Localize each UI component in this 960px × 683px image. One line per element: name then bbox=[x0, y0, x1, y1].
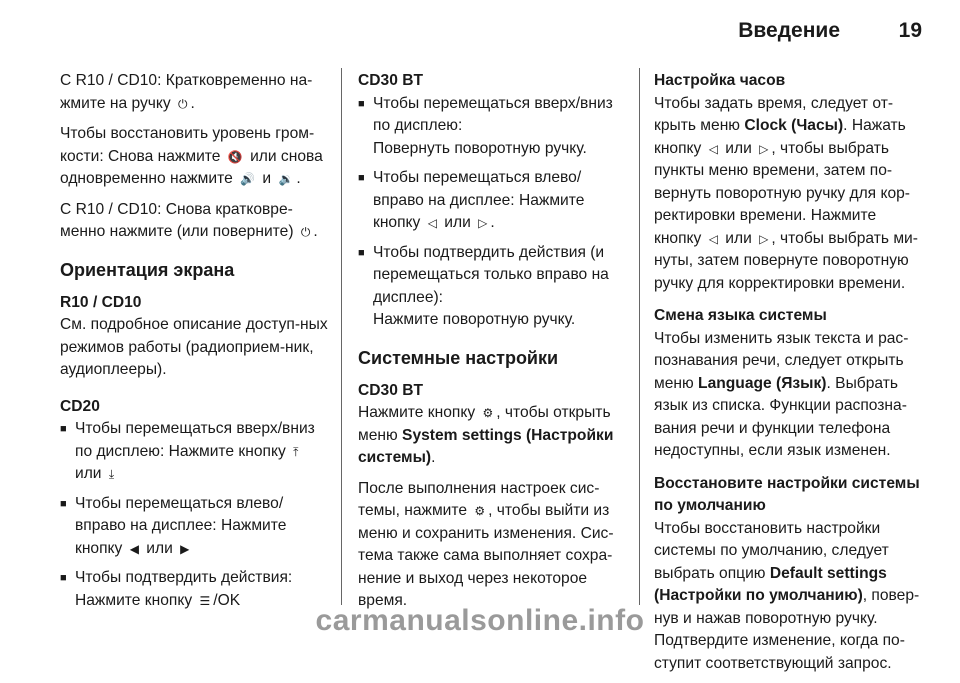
down-button-icon: ⤓ bbox=[108, 467, 115, 481]
text: или bbox=[75, 465, 102, 482]
paragraph bbox=[358, 478, 626, 613]
text: С R10 / CD10: Кратковременно на-жмите на ручку bbox=[60, 72, 313, 112]
column-divider bbox=[341, 68, 342, 605]
paragraph bbox=[358, 402, 626, 470]
text: Чтобы восстановить настройки системы по умолчанию, следует выбрать опцию bbox=[654, 519, 889, 582]
text: . Нажать кнопку bbox=[654, 117, 906, 157]
right-arrow-outline-icon: ▷ bbox=[759, 141, 769, 156]
text: Чтобы восстановить уровень гром-кости: Снова нажмите bbox=[60, 125, 315, 165]
text: Чтобы задать время, следует от-крыть меню bbox=[654, 94, 894, 134]
text: или bbox=[725, 139, 752, 157]
text: Чтобы подтвердить действия (и перемещаться только вправо на дисплее): bbox=[373, 243, 609, 306]
text: или снова одновременно нажмите bbox=[60, 147, 323, 187]
text: или bbox=[444, 214, 471, 231]
right-arrow-outline-icon: ▷ bbox=[759, 231, 769, 246]
menu-name: Language (Язык) bbox=[698, 374, 827, 392]
paragraph bbox=[654, 328, 922, 463]
list-item bbox=[60, 493, 328, 561]
text: , чтобы выбрать ми-нуты, затем повернуте поворотную ручку для корректировки времени. bbox=[654, 229, 918, 292]
list-item bbox=[60, 418, 328, 486]
paragraph: См. подробное описание доступ-ных режимов работы (радиоприем-ник, аудиоплееры). bbox=[60, 316, 328, 378]
left-arrow-icon: ◀ bbox=[129, 541, 139, 556]
text: После выполнения настроек сис-темы, нажмите bbox=[358, 479, 600, 519]
right-arrow-outline-icon: ▷ bbox=[478, 216, 488, 230]
subsection-heading: CD20 bbox=[60, 397, 100, 415]
menu-name: System settings (Настройки системы) bbox=[358, 426, 614, 466]
paragraph bbox=[654, 518, 922, 676]
text: или bbox=[725, 229, 752, 247]
list-item bbox=[358, 93, 626, 161]
left-arrow-outline-icon: ◁ bbox=[708, 141, 718, 156]
mute-icon: 🔇 bbox=[227, 149, 243, 164]
text: , чтобы выбрать пункты меню времени, затем по-вернуть поворотную ручку для кор-ректировки времени. Нажмите кнопку bbox=[654, 139, 910, 247]
settings-button-icon: ⚙ bbox=[482, 406, 494, 420]
section-heading: Ориентация экрана bbox=[60, 259, 235, 280]
up-button-icon: ⤒ bbox=[293, 444, 299, 459]
text: . bbox=[490, 214, 495, 231]
page-number: 19 bbox=[898, 19, 922, 42]
text: С R10 / CD10: Снова кратковре-менно нажмите (или поверните) bbox=[60, 200, 294, 240]
subsection-heading: CD30 BT bbox=[358, 72, 423, 89]
column-right bbox=[654, 70, 922, 683]
text: , чтобы открыть меню bbox=[358, 404, 611, 444]
bullet-list bbox=[60, 418, 328, 612]
text: . bbox=[313, 223, 318, 240]
text: Чтобы изменить язык текста и рас-познавания речи, следует открыть меню bbox=[654, 329, 909, 392]
text: , повер-нув и нажав поворотную ручку. Подтвердите изменение, когда по-ступит соответствующий запрос. bbox=[654, 587, 920, 672]
settings-button-icon: ⚙ bbox=[474, 504, 486, 518]
text: Повернуть поворотную ручку. bbox=[373, 139, 587, 157]
column-divider bbox=[639, 68, 640, 605]
text: Нажмите кнопку bbox=[358, 404, 476, 421]
right-arrow-icon: ▶ bbox=[180, 541, 190, 556]
text: . Выбрать язык из списка. Функции распозна-вания речи и функции телефона недоступны, если язык изменен. bbox=[654, 374, 907, 459]
volume-up-icon: 🔊 bbox=[240, 172, 256, 186]
menu-name: Clock (Часы) bbox=[744, 117, 844, 134]
left-arrow-outline-icon: ◁ bbox=[427, 216, 437, 230]
column-left bbox=[60, 70, 328, 619]
menu-name: Default settings (Настройки по умолчанию) bbox=[654, 564, 887, 604]
text: /OK bbox=[213, 591, 241, 609]
text: или bbox=[146, 539, 173, 557]
text: Чтобы подтвердить действия: Нажмите кнопку bbox=[75, 569, 293, 609]
list-item bbox=[358, 167, 626, 235]
power-knob-icon: ⏻ bbox=[300, 225, 311, 239]
watermark: carmanualsonline.info bbox=[315, 604, 645, 637]
power-knob-icon: ⏻ bbox=[178, 96, 188, 111]
section-heading: Системные настройки bbox=[358, 347, 559, 368]
paragraph bbox=[60, 123, 328, 191]
subsection-heading: Настройка часов bbox=[654, 72, 786, 89]
text: Чтобы перемещаться вверх/вниз по дисплею: Нажмите кнопку bbox=[75, 420, 315, 460]
list-item bbox=[358, 242, 626, 332]
paragraph bbox=[654, 93, 922, 296]
page-title: Введение bbox=[738, 19, 840, 42]
column-middle bbox=[358, 70, 626, 621]
paragraph bbox=[60, 70, 328, 115]
text: . bbox=[296, 170, 301, 187]
text: Чтобы перемещаться влево/ вправо на дисплее: Нажмите кнопку bbox=[75, 494, 287, 557]
subsection-heading: R10 / CD10 bbox=[60, 293, 142, 311]
paragraph bbox=[60, 199, 328, 244]
volume-down-icon: 🔉 bbox=[278, 172, 294, 186]
bullet-list bbox=[358, 93, 626, 332]
subsection-heading: Восстановите настройки системы по умолчанию bbox=[654, 474, 920, 514]
text: Нажмите поворотную ручку. bbox=[373, 311, 576, 328]
text: . bbox=[431, 449, 436, 466]
text: . bbox=[190, 94, 195, 112]
page-header bbox=[0, 0, 960, 56]
text: Чтобы перемещаться влево/ вправо на дисплее: Нажмите кнопку bbox=[373, 169, 585, 231]
text: , чтобы выйти из меню и сохранить изменения. Сис-тема также сама выполняет сохра-нение и выход через некоторое время. bbox=[358, 502, 614, 609]
subsection-heading: Смена языка системы bbox=[654, 307, 827, 324]
text: Чтобы перемещаться вверх/вниз по дисплею: bbox=[373, 94, 613, 134]
subsection-heading: CD30 BT bbox=[358, 381, 423, 399]
left-arrow-outline-icon: ◁ bbox=[708, 231, 718, 246]
menu-ok-icon: ☰ bbox=[199, 593, 211, 608]
text: и bbox=[262, 170, 272, 187]
